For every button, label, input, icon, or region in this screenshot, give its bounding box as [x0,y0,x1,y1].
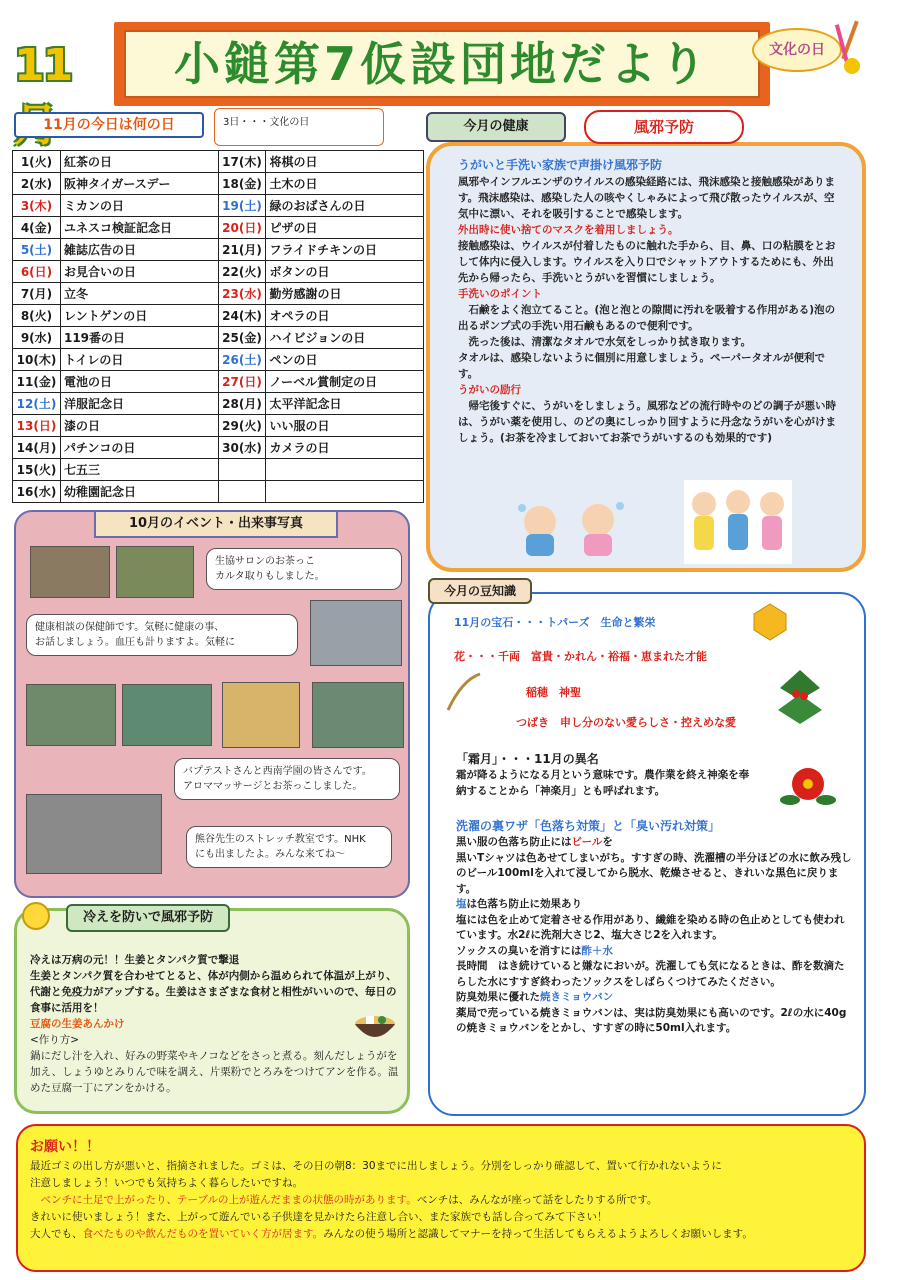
day-name: オペラの日 [266,305,424,327]
day-date [218,481,266,503]
health-title: 風邪予防 [584,110,744,144]
day-date: 5(土) [13,239,61,261]
request-article [30,1136,854,1243]
day-date: 25(金) [218,327,266,349]
day-name: 洋服記念日 [60,393,218,415]
flower-line: 稲穂 神聖 [526,686,581,699]
table-row [13,261,424,283]
request-line: 大人でも、 [30,1228,83,1240]
day-date: 6(日) [13,261,61,283]
warm-heading: 冷えを防いで風邪予防 [66,904,230,932]
day-name: レントゲンの日 [60,305,218,327]
day-name [266,459,424,481]
day-name: ユネスコ検証記念日 [60,217,218,239]
request-line: きれいに使いましょう！また、上がって遊んでいる子供達を見かけたら注意し合い、また家族でも話し合ってみて下さい！ [30,1211,608,1223]
tip-keyword: 焼きミョウバン [540,991,614,1003]
event-caption: 健康相談の保健師です。気軽に健康の事、 お話しましょう。血圧も計りますよ。気軽に [26,614,298,656]
tofu-bowl-icon [352,1006,398,1046]
health-paragraph: タオルは、感染しないように個別に用意しましょう。ペーパータオルが便利です。 [458,352,825,380]
tip-title: は色落ち防止に効果あり [466,898,582,910]
table-row [13,173,424,195]
frost-month-text: 霜が降るようになる月という意味です。農作業を終え神楽を奉納することから「神楽月」とも呼ばれます。 [456,769,750,797]
request-warning: 食べたものや飲んだものを置いていく方が居ます。 [82,1228,324,1240]
day-name: ボタンの日 [266,261,424,283]
recipe-title: 豆腐の生姜あんかけ [30,1018,125,1030]
day-date: 8(火) [13,305,61,327]
day-name: 電池の日 [60,371,218,393]
tip-title: 防臭効果に優れた [456,991,540,1003]
table-row [13,437,424,459]
health-paragraph: 洗った後は、清潔なタオルで水気をしっかり拭き取ります。 [468,336,752,348]
day-name: 太平洋記念日 [266,393,424,415]
day-date: 1(火) [13,151,61,173]
day-date: 28(月) [218,393,266,415]
day-date: 27(日) [218,371,266,393]
trivia-heading: 今月の豆知識 [428,578,532,604]
warm-lead: 冷えは万病の元！！生姜とタンパク質で撃退 [30,954,240,966]
day-name: 紅茶の日 [60,151,218,173]
day-date: 7(月) [13,283,61,305]
day-date: 22(火) [218,261,266,283]
event-photo [26,684,116,746]
tip-text: 黒いTシャツは色あせてしまいがち。すすぎの時、洗濯槽の半分ほどの水に飲み残しのビール100mlを入れて浸してから脱水、乾燥させると、きれいな黒色に戻ります。 [456,851,852,895]
day-date: 15(火) [13,459,61,481]
event-photo [30,546,110,598]
day-date: 20(日) [218,217,266,239]
event-caption: バプテストさんと西南学園の皆さんです。 アロママッサージとお茶っこしました。 [174,758,400,800]
events-heading: 10月のイベント・出来事写真 [94,510,338,538]
day-name: 七五三 [60,459,218,481]
event-photo [222,682,300,748]
children-washing-hands-illustration [684,480,792,564]
today-heading: 11月の今日は何の日 [14,112,204,138]
event-photo [26,794,162,874]
table-row [13,481,424,503]
day-date: 4(金) [13,217,61,239]
request-line: 最近ゴミの出し方が悪いと、指摘されました。ゴミは、その日の朝8：30までに出しましょう。分別をしっかり確認して、置いて行かれないように [30,1160,722,1172]
day-date: 19(土) [218,195,266,217]
event-photo [122,684,212,746]
tip-keyword: 酢＋水 [581,944,613,957]
health-article [458,156,836,446]
birthstone-line: 11月の宝石・・・トパーズ 生命と繁栄 [454,616,656,629]
table-row [13,305,424,327]
gargle-title: うがいの励行 [458,384,521,396]
table-row [13,371,424,393]
smile-icon [22,902,50,930]
tip-title: 黒い服の色落ち防止には [456,836,572,848]
day-date: 13(日) [13,415,61,437]
day-name: 土木の日 [266,173,424,195]
table-row [13,283,424,305]
day-date: 10(木) [13,349,61,371]
table-row [13,393,424,415]
table-row [13,239,424,261]
day-name [266,481,424,503]
day-date: 23(水) [218,283,266,305]
table-row [13,195,424,217]
day-name: 阪神タイガースデー [60,173,218,195]
health-heading: 今月の健康 [426,112,566,142]
tip-title: を [602,836,613,848]
table-row [13,415,424,437]
day-date: 30(水) [218,437,266,459]
day-name: ペンの日 [266,349,424,371]
day-name: 立冬 [60,283,218,305]
flower-line: つばき 申し分のない愛らしさ・控えめな愛 [516,716,736,729]
health-subtitle: うがいと手洗い家族で声掛け風邪予防 [458,158,663,172]
rice-ear-icon [440,670,484,714]
day-date: 29(火) [218,415,266,437]
culture-day-badge: 文化の日 [752,28,842,72]
tip-title: ソックスの臭いを消すには [456,944,582,957]
event-photo [310,600,402,666]
day-name: ハイビジョンの日 [266,327,424,349]
warm-article [30,952,402,1096]
day-date: 11(金) [13,371,61,393]
day-name: 将棋の日 [266,151,424,173]
request-line: 注意しましょう！いつでも気持ちよく暮らしたいですね。 [30,1177,303,1189]
days-of-month-table [12,150,424,503]
event-caption: 熊谷先生のストレッチ教室です。NHK にも出ましたよ。みんな来てね～ [186,826,392,868]
day-date: 9(水) [13,327,61,349]
day-date: 26(土) [218,349,266,371]
day-name: 幼稚園記念日 [60,481,218,503]
event-photo [116,546,194,598]
day-name: 勤労感謝の日 [266,283,424,305]
tip-text: 長時間 はき続けていると嫌なにおいが。洗濯しても気になるときは、酢を数滴たらした水にすすぎ終わったソックスをしばらくつけてみたください。 [456,960,845,988]
day-name: カメラの日 [266,437,424,459]
event-photo [312,682,404,748]
health-paragraph: 石鹸をよく泡立てること。(泡と泡との隙間に汚れを吸着する作用がある)泡の出るポンプ式の手洗い用石鹸もあるので便利です。 [458,304,836,332]
day-name: 緑のおばさんの日 [266,195,424,217]
day-date [218,459,266,481]
day-date: 16(水) [13,481,61,503]
health-paragraph: 風邪やインフルエンザのウイルスの感染経路には、飛沫感染と接触感染があります。飛沫感染は、感染した人の咳やくしゃみによって飛び散ったウイルスが、空気中に漂い、それを吸引することで感染します。 [458,176,835,220]
tip-text: 塩には色を止めて定着させる作用があり、繊維を染める時の色止めとしても使われています。水2ℓに洗剤大さじ2、塩大さじ2を入れます。 [456,913,845,941]
day-name: 漆の日 [60,415,218,437]
mask-advice: 外出時に使い捨てのマスクを着用しましょう。 [458,224,679,236]
day-name: トイレの日 [60,349,218,371]
day-date: 18(金) [218,173,266,195]
flower-line: 花・・・千両 富貴・かれん・裕福・恵まれた才能 [454,650,707,663]
health-paragraph: 接触感染は、ウイルスが付着したものに触れた手から、目、鼻、口の粘膜をとおして体内に侵入します。ウイルスを入り口でシャットアウトするためにも、外出先から帰ったら、手洗いとうがいを習慣にしましょう。 [458,240,836,284]
today-note: 3日・・・文化の日 [214,108,384,146]
handwash-point-title: 手洗いのポイント [458,288,542,300]
page-title: 小鎚第7仮設団地だより [173,37,710,91]
senryo-plant-icon [770,664,830,730]
day-name: ピザの日 [266,217,424,239]
recipe-label: <作り方> [30,1034,80,1046]
tip-keyword: 塩 [456,898,467,910]
warm-paragraph: 生姜とタンパク質を合わせてとると、体が内側から温められて体温が上がり、代謝と免疫力がアップする。生姜はさまざまな食材と相性がいいので、毎日の食事に活用を！ [30,970,397,1014]
day-date: 24(木) [218,305,266,327]
laundry-title: 洗濯の裏ワザ「色落ち対策」と「臭い汚れ対策」 [456,819,721,833]
trivia-article [456,750,852,1037]
day-name: いい服の日 [266,415,424,437]
event-caption: 生協サロンのお茶っこ カルタ取りもしました。 [206,548,402,590]
day-name: ノーベル賞制定の日 [266,371,424,393]
day-name: フライドチキンの日 [266,239,424,261]
request-title: お願い！！ [30,1139,100,1155]
table-row [13,151,424,173]
day-name: 雑誌広告の日 [60,239,218,261]
day-date: 3(木) [13,195,61,217]
day-date: 21(月) [218,239,266,261]
request-line: ベンチは、みんなが座って話をしたりする所です。 [416,1194,658,1206]
day-name: 119番の日 [60,327,218,349]
request-warning: ベンチに土足で上がったり、テーブルの上が遊んだままの状態の時があります。 [40,1194,417,1206]
day-name: ミカンの日 [60,195,218,217]
table-row [13,327,424,349]
recipe-text: 鍋にだし汁を入れ、好みの野菜やキノコなどをさっと煮る。刻んだしょうがを加え、しょうゆとみりんで味を調え、片栗粉でとろみをつけてアンを作る。温めた豆腐一丁にアンをかける。 [30,1050,399,1094]
table-row [13,349,424,371]
day-name: お見合いの日 [60,261,218,283]
month-logo: 11 [14,40,72,91]
day-date: 2(水) [13,173,61,195]
day-date: 17(木) [218,151,266,173]
day-date: 14(月) [13,437,61,459]
tip-text: 薬局で売っている焼きミョウバンは、実は防臭効果にも高いのです。2ℓの水に40gの焼きミョウバンをとかし、すすぎの時に50ml入れます。 [456,1006,847,1034]
day-date: 12(土) [13,393,61,415]
table-row [13,217,424,239]
child-gargling-illustration [510,494,630,560]
health-paragraph: 帰宅後すぐに、うがいをしましょう。風邪などの流行時やのどの調子が悪い時は、うがい薬を使用し、のどの奥にしっかり回すように丹念なうがいを心がけましょう。(お茶を冷ましておいてお茶でうがいするのも効果的です) [458,400,836,444]
paint-palette-icon [830,18,870,78]
frost-month-title: 「霜月」・・・11月の異名 [456,752,599,766]
topaz-gem-icon [750,602,790,642]
request-line: みんなの使う場所と認識してマナーを持って生活してもらえるようよろしくお願いします。 [323,1228,753,1240]
table-row [13,459,424,481]
tip-keyword: ビール [571,836,603,848]
day-name: パチンコの日 [60,437,218,459]
